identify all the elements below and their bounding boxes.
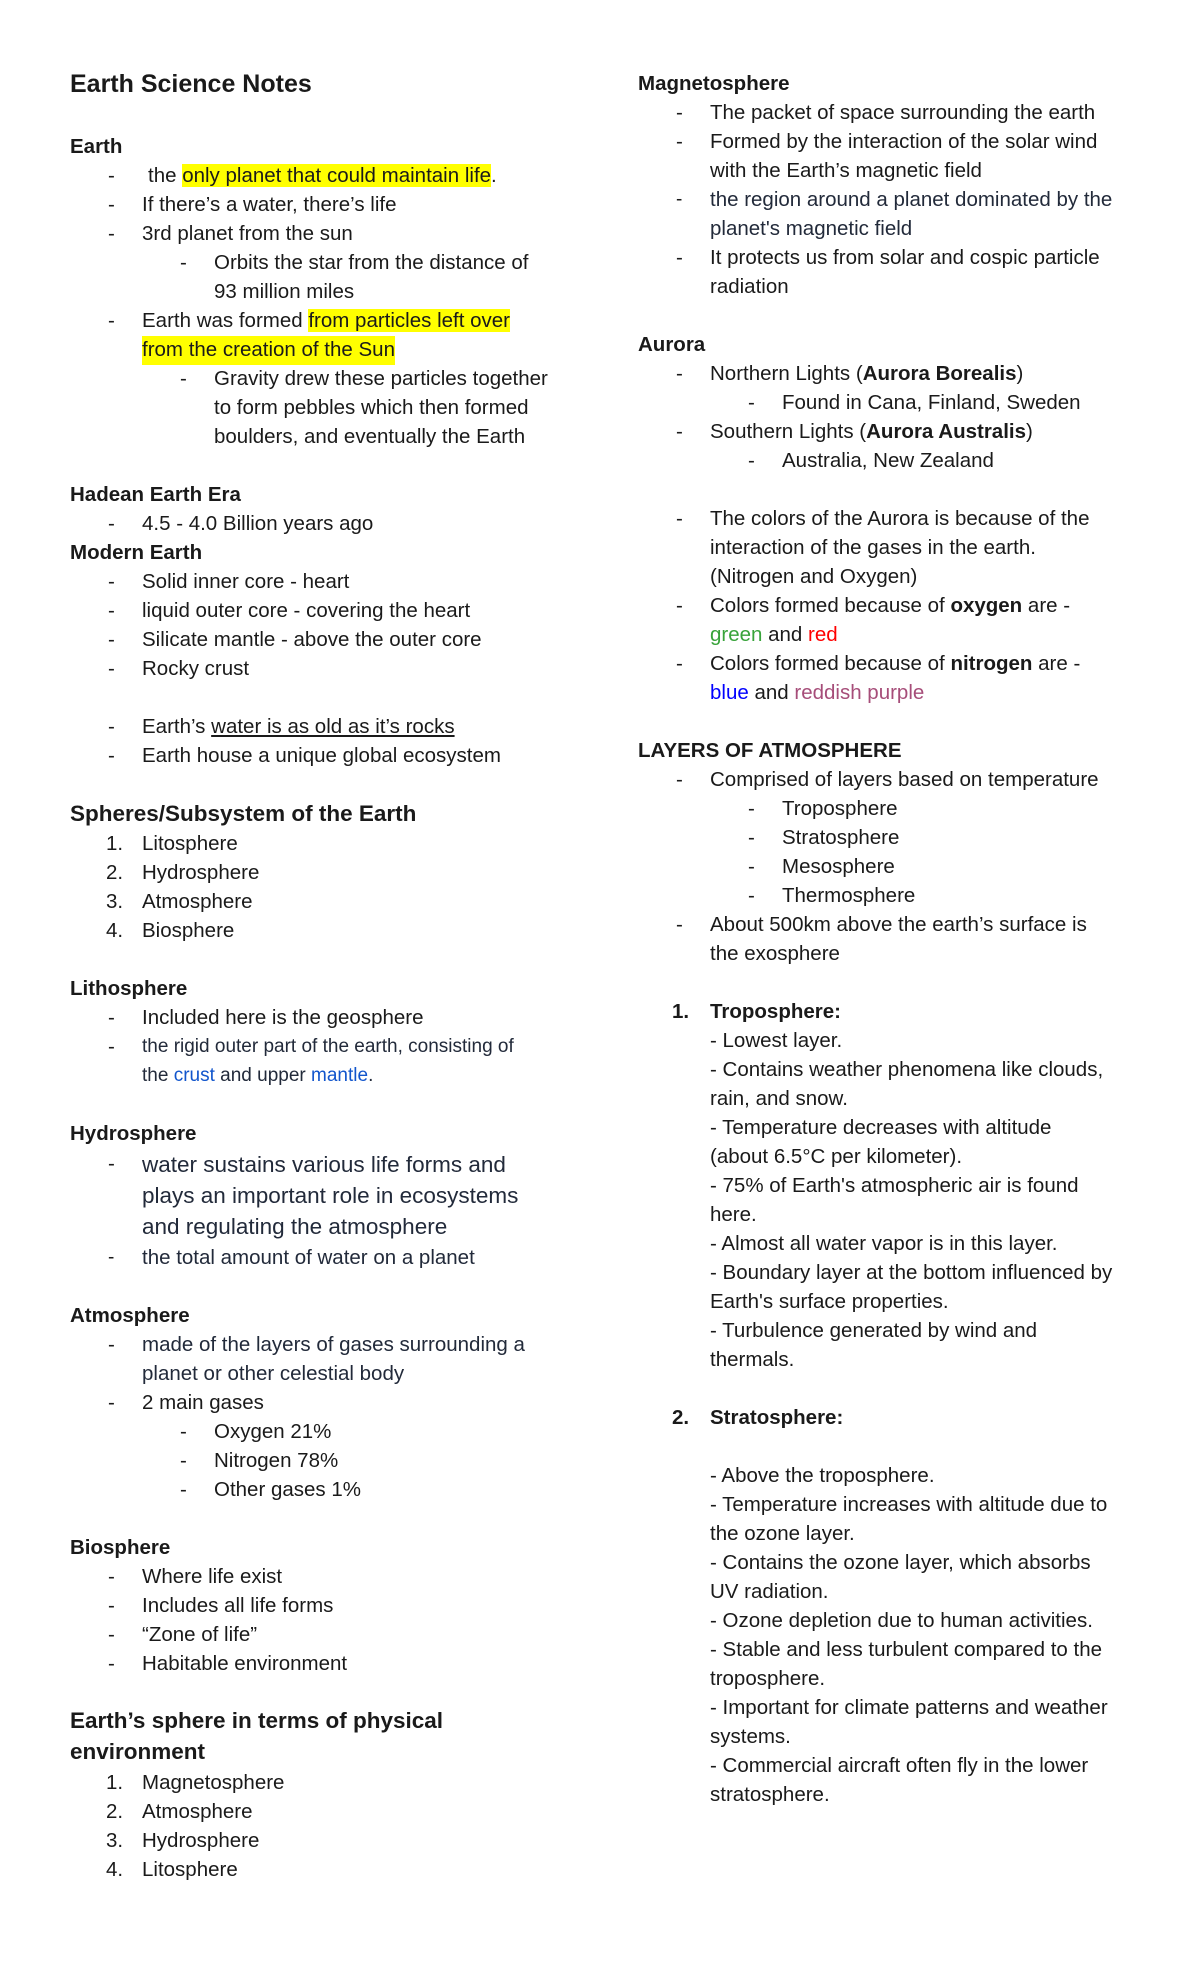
list-number: 1. bbox=[106, 1771, 124, 1794]
aurora-c1-2: interaction of the gases in the earth. bbox=[710, 536, 1036, 559]
strato-line: - Stable and less turbulent compared to the bbox=[710, 1638, 1103, 1661]
gas-item: Nitrogen 78% bbox=[214, 1449, 339, 1472]
tropo-line: (about 6.5°C per kilometer). bbox=[710, 1145, 963, 1168]
tropo-heading: Troposphere: bbox=[710, 1000, 841, 1023]
strato-line: systems. bbox=[710, 1725, 791, 1748]
strato-line: - Contains the ozone layer, which absorbs bbox=[710, 1551, 1091, 1574]
bullet-dash: - bbox=[108, 164, 115, 187]
bullet-dash: - bbox=[108, 1565, 115, 1588]
strato-line: troposphere. bbox=[710, 1667, 826, 1690]
modern-item: Rocky crust bbox=[142, 657, 250, 680]
oxygen-bold: oxygen bbox=[950, 594, 1023, 617]
tropo-line: rain, and snow. bbox=[710, 1087, 848, 1110]
lithosphere-b2-post: . bbox=[368, 1065, 374, 1086]
bullet-dash: - bbox=[108, 1247, 115, 1268]
earth-b1-pre: the bbox=[148, 164, 183, 187]
bullet-dash: - bbox=[108, 657, 115, 680]
list-number: 4. bbox=[106, 919, 124, 942]
earth-b1-highlight: only planet that could maintain life bbox=[182, 164, 492, 187]
bullet-dash: - bbox=[748, 855, 755, 878]
list-number: 2. bbox=[106, 1800, 124, 1823]
earth-b1-post: . bbox=[491, 164, 497, 187]
layers-heading: LAYERS OF ATMOSPHERE bbox=[638, 739, 902, 762]
nitrogen-pre: Colors formed because of bbox=[710, 652, 951, 675]
aurora-borealis: Aurora Borealis bbox=[862, 362, 1017, 385]
color-green: green bbox=[710, 623, 763, 646]
earth-b4-highlight-2: from the creation of the Sun bbox=[142, 336, 395, 365]
bullet-dash: - bbox=[676, 362, 683, 385]
atmosphere-b2: 2 main gases bbox=[142, 1391, 264, 1414]
color-reddish-purple: reddish purple bbox=[794, 681, 925, 704]
bullet-dash: - bbox=[108, 512, 115, 535]
southern-pre: Southern Lights ( bbox=[710, 420, 867, 443]
modern-item: Solid inner core - heart bbox=[142, 570, 350, 593]
modern-heading: Modern Earth bbox=[70, 541, 203, 564]
tropo-line: Earth's surface properties. bbox=[710, 1290, 949, 1313]
earth-b3: 3rd planet from the sun bbox=[142, 222, 353, 245]
bullet-dash: - bbox=[676, 507, 683, 530]
color-blue: blue bbox=[710, 681, 749, 704]
tropo-line: - Turbulence generated by wind and bbox=[710, 1319, 1038, 1342]
earth-b4-sub-2: to form pebbles which then formed bbox=[214, 396, 529, 419]
ecosystem-text: Earth house a unique global ecosystem bbox=[142, 744, 501, 767]
layer-item: Mesosphere bbox=[782, 855, 895, 878]
physical-item: Hydrosphere bbox=[142, 1829, 260, 1852]
spheres-item: Litosphere bbox=[142, 832, 238, 855]
aurora-c1-3: (Nitrogen and Oxygen) bbox=[710, 565, 918, 588]
northern-post: ) bbox=[1016, 362, 1024, 385]
hydrosphere-b1-3: and regulating the atmosphere bbox=[142, 1214, 448, 1239]
bullet-dash: - bbox=[108, 1152, 115, 1175]
bullet-dash: - bbox=[676, 130, 683, 153]
strato-line: stratosphere. bbox=[710, 1783, 830, 1806]
bullet-dash: - bbox=[676, 420, 683, 443]
hydrosphere-b1-1: water sustains various life forms and bbox=[142, 1152, 506, 1177]
strato-heading: Stratosphere: bbox=[710, 1406, 844, 1429]
page-title: Earth Science Notes bbox=[70, 70, 312, 98]
physical-item: Magnetosphere bbox=[142, 1771, 285, 1794]
strato-line: - Above the troposphere. bbox=[710, 1464, 935, 1487]
spheres-item: Atmosphere bbox=[142, 890, 253, 913]
physical-item: Litosphere bbox=[142, 1858, 238, 1881]
layers-b1: Comprised of layers based on temperature bbox=[710, 768, 1099, 791]
strato-line: the ozone layer. bbox=[710, 1522, 855, 1545]
bullet-dash: - bbox=[108, 628, 115, 651]
spheres-item: Hydrosphere bbox=[142, 861, 260, 884]
lithosphere-b2-pre: the bbox=[142, 1065, 174, 1086]
magneto-b4-1: It protects us from solar and cospic particle bbox=[710, 246, 1100, 269]
bullet-dash: - bbox=[108, 1594, 115, 1617]
strato-line: - Important for climate patterns and weather bbox=[710, 1696, 1108, 1719]
magneto-b4-2: radiation bbox=[710, 275, 789, 298]
earth-b2: If there’s a water, there’s life bbox=[142, 193, 397, 216]
spheres-item: Biosphere bbox=[142, 919, 235, 942]
list-number: 3. bbox=[106, 890, 124, 913]
earth-b4-highlight-1: from particles left over bbox=[308, 309, 510, 332]
crust-link[interactable]: crust bbox=[173, 1065, 215, 1086]
lithosphere-b2-1: the rigid outer part of the earth, consisting of bbox=[142, 1036, 514, 1057]
tropo-line: - Almost all water vapor is in this layer. bbox=[710, 1232, 1058, 1255]
bullet-dash: - bbox=[676, 246, 683, 269]
bullet-dash: - bbox=[676, 189, 683, 210]
bullet-dash: - bbox=[748, 797, 755, 820]
bullet-dash: - bbox=[180, 1478, 187, 1501]
bullet-dash: - bbox=[676, 913, 683, 936]
water-pre: Earth’s bbox=[142, 715, 212, 738]
gas-item: Other gases 1% bbox=[214, 1478, 361, 1501]
hadean-b1: 4.5 - 4.0 Billion years ago bbox=[142, 512, 374, 535]
atmosphere-b1-2: planet or other celestial body bbox=[142, 1362, 405, 1385]
bullet-dash: - bbox=[108, 222, 115, 245]
northern-sub: Found in Cana, Finland, Sweden bbox=[782, 391, 1081, 414]
oxygen-and: and bbox=[762, 623, 809, 646]
tropo-line: - Contains weather phenomena like clouds, bbox=[710, 1058, 1104, 1081]
bullet-dash: - bbox=[748, 826, 755, 849]
magneto-b3-2: planet's magnetic field bbox=[710, 217, 913, 240]
bullet-dash: - bbox=[108, 1035, 115, 1058]
modern-item: Silicate mantle - above the outer core bbox=[142, 628, 482, 651]
mantle-link[interactable]: mantle bbox=[311, 1065, 369, 1086]
southern-post: ) bbox=[1026, 420, 1033, 443]
magneto-b2-2: with the Earth’s magnetic field bbox=[710, 159, 982, 182]
hydrosphere-b1-2: plays an important role in ecosystems bbox=[142, 1183, 519, 1208]
strato-number: 2. bbox=[672, 1406, 690, 1429]
earth-b4-pre: Earth was formed bbox=[142, 309, 309, 332]
layer-item: Thermosphere bbox=[782, 884, 916, 907]
list-number: 2. bbox=[106, 861, 124, 884]
earth-b3-sub-2: 93 million miles bbox=[214, 280, 355, 303]
bullet-dash: - bbox=[108, 715, 115, 738]
bullet-dash: - bbox=[108, 1006, 115, 1029]
color-red: red bbox=[808, 623, 838, 646]
hydrosphere-heading: Hydrosphere bbox=[70, 1122, 197, 1145]
hydrosphere-b2: the total amount of water on a planet bbox=[142, 1246, 475, 1269]
modern-item: liquid outer core - covering the heart bbox=[142, 599, 471, 622]
strato-line: - Temperature increases with altitude due to bbox=[710, 1493, 1108, 1516]
bullet-dash: - bbox=[748, 884, 755, 907]
earth-b3-sub-1: Orbits the star from the distance of bbox=[214, 251, 529, 274]
earth-heading: Earth bbox=[70, 135, 123, 158]
layers-b2-1: About 500km above the earth’s surface is bbox=[710, 913, 1087, 936]
bullet-dash: - bbox=[676, 594, 683, 617]
nitrogen-post: are - bbox=[1032, 652, 1081, 675]
bullet-dash: - bbox=[748, 449, 755, 472]
bullet-dash: - bbox=[676, 768, 683, 791]
aurora-australis: Aurora Australis bbox=[866, 420, 1026, 443]
bullet-dash: - bbox=[748, 391, 755, 414]
earth-b4-sub-1: Gravity drew these particles together bbox=[214, 367, 548, 390]
layer-item: Troposphere bbox=[782, 797, 898, 820]
biosphere-item: Where life exist bbox=[142, 1565, 283, 1588]
northern-pre: Northern Lights ( bbox=[710, 362, 863, 385]
biosphere-item: Includes all life forms bbox=[142, 1594, 334, 1617]
hadean-heading: Hadean Earth Era bbox=[70, 483, 241, 506]
southern-sub: Australia, New Zealand bbox=[782, 449, 994, 472]
bullet-dash: - bbox=[180, 1420, 187, 1443]
bullet-dash: - bbox=[108, 1652, 115, 1675]
nitrogen-and: and bbox=[748, 681, 795, 704]
physical-heading-1: Earth’s sphere in terms of physical bbox=[70, 1708, 444, 1733]
strato-line: UV radiation. bbox=[710, 1580, 829, 1603]
bullet-dash: - bbox=[108, 309, 115, 332]
biosphere-heading: Biosphere bbox=[70, 1536, 171, 1559]
spheres-heading: Spheres/Subsystem of the Earth bbox=[70, 801, 417, 826]
bullet-dash: - bbox=[108, 744, 115, 767]
magneto-b1: The packet of space surrounding the earth bbox=[710, 101, 1096, 124]
strato-line: - Ozone depletion due to human activities. bbox=[710, 1609, 1093, 1632]
atmosphere-heading: Atmosphere bbox=[70, 1304, 190, 1327]
tropo-line: - Temperature decreases with altitude bbox=[710, 1116, 1052, 1139]
magnetosphere-heading: Magnetosphere bbox=[638, 72, 790, 95]
list-number: 4. bbox=[106, 1858, 124, 1881]
oxygen-pre: Colors formed because of bbox=[710, 594, 951, 617]
tropo-line: - Lowest layer. bbox=[710, 1029, 843, 1052]
tropo-line: thermals. bbox=[710, 1348, 795, 1371]
bullet-dash: - bbox=[108, 1333, 115, 1356]
tropo-number: 1. bbox=[672, 1000, 690, 1023]
tropo-line: - 75% of Earth's atmospheric air is found bbox=[710, 1174, 1079, 1197]
bullet-dash: - bbox=[180, 1449, 187, 1472]
nitrogen-bold: nitrogen bbox=[950, 652, 1033, 675]
strato-line: - Commercial aircraft often fly in the lower bbox=[710, 1754, 1089, 1777]
list-number: 3. bbox=[106, 1829, 124, 1852]
bullet-dash: - bbox=[108, 1391, 115, 1414]
aurora-heading: Aurora bbox=[638, 333, 706, 356]
biosphere-item: Habitable environment bbox=[142, 1652, 348, 1675]
aurora-c1-1: The colors of the Aurora is because of the bbox=[710, 507, 1090, 530]
lithosphere-b2-mid: and upper bbox=[214, 1065, 312, 1086]
list-number: 1. bbox=[106, 832, 124, 855]
atmosphere-b1-1: made of the layers of gases surrounding a bbox=[142, 1333, 525, 1356]
bullet-dash: - bbox=[108, 599, 115, 622]
physical-heading-2: environment bbox=[70, 1739, 206, 1764]
bullet-dash: - bbox=[676, 652, 683, 675]
physical-item: Atmosphere bbox=[142, 1800, 253, 1823]
bullet-dash: - bbox=[108, 1623, 115, 1646]
water-underlined: water is as old as it’s rocks bbox=[211, 715, 455, 738]
layer-item: Stratosphere bbox=[782, 826, 900, 849]
tropo-line: - Boundary layer at the bottom influenced by bbox=[710, 1261, 1113, 1284]
bullet-dash: - bbox=[180, 251, 187, 274]
bullet-dash: - bbox=[180, 367, 187, 390]
lithosphere-heading: Lithosphere bbox=[70, 977, 188, 1000]
layers-b2-2: the exosphere bbox=[710, 942, 840, 965]
gas-item: Oxygen 21% bbox=[214, 1420, 332, 1443]
oxygen-post: are - bbox=[1022, 594, 1071, 617]
earth-b4-sub-3: boulders, and eventually the Earth bbox=[214, 425, 526, 448]
bullet-dash: - bbox=[108, 570, 115, 593]
tropo-line: here. bbox=[710, 1203, 757, 1226]
magneto-b3-1: the region around a planet dominated by the bbox=[710, 188, 1113, 211]
lithosphere-b1: Included here is the geosphere bbox=[142, 1006, 424, 1029]
bullet-dash: - bbox=[676, 101, 683, 124]
magneto-b2-1: Formed by the interaction of the solar wind bbox=[710, 130, 1098, 153]
biosphere-item: “Zone of life” bbox=[142, 1623, 258, 1646]
bullet-dash: - bbox=[108, 193, 115, 216]
